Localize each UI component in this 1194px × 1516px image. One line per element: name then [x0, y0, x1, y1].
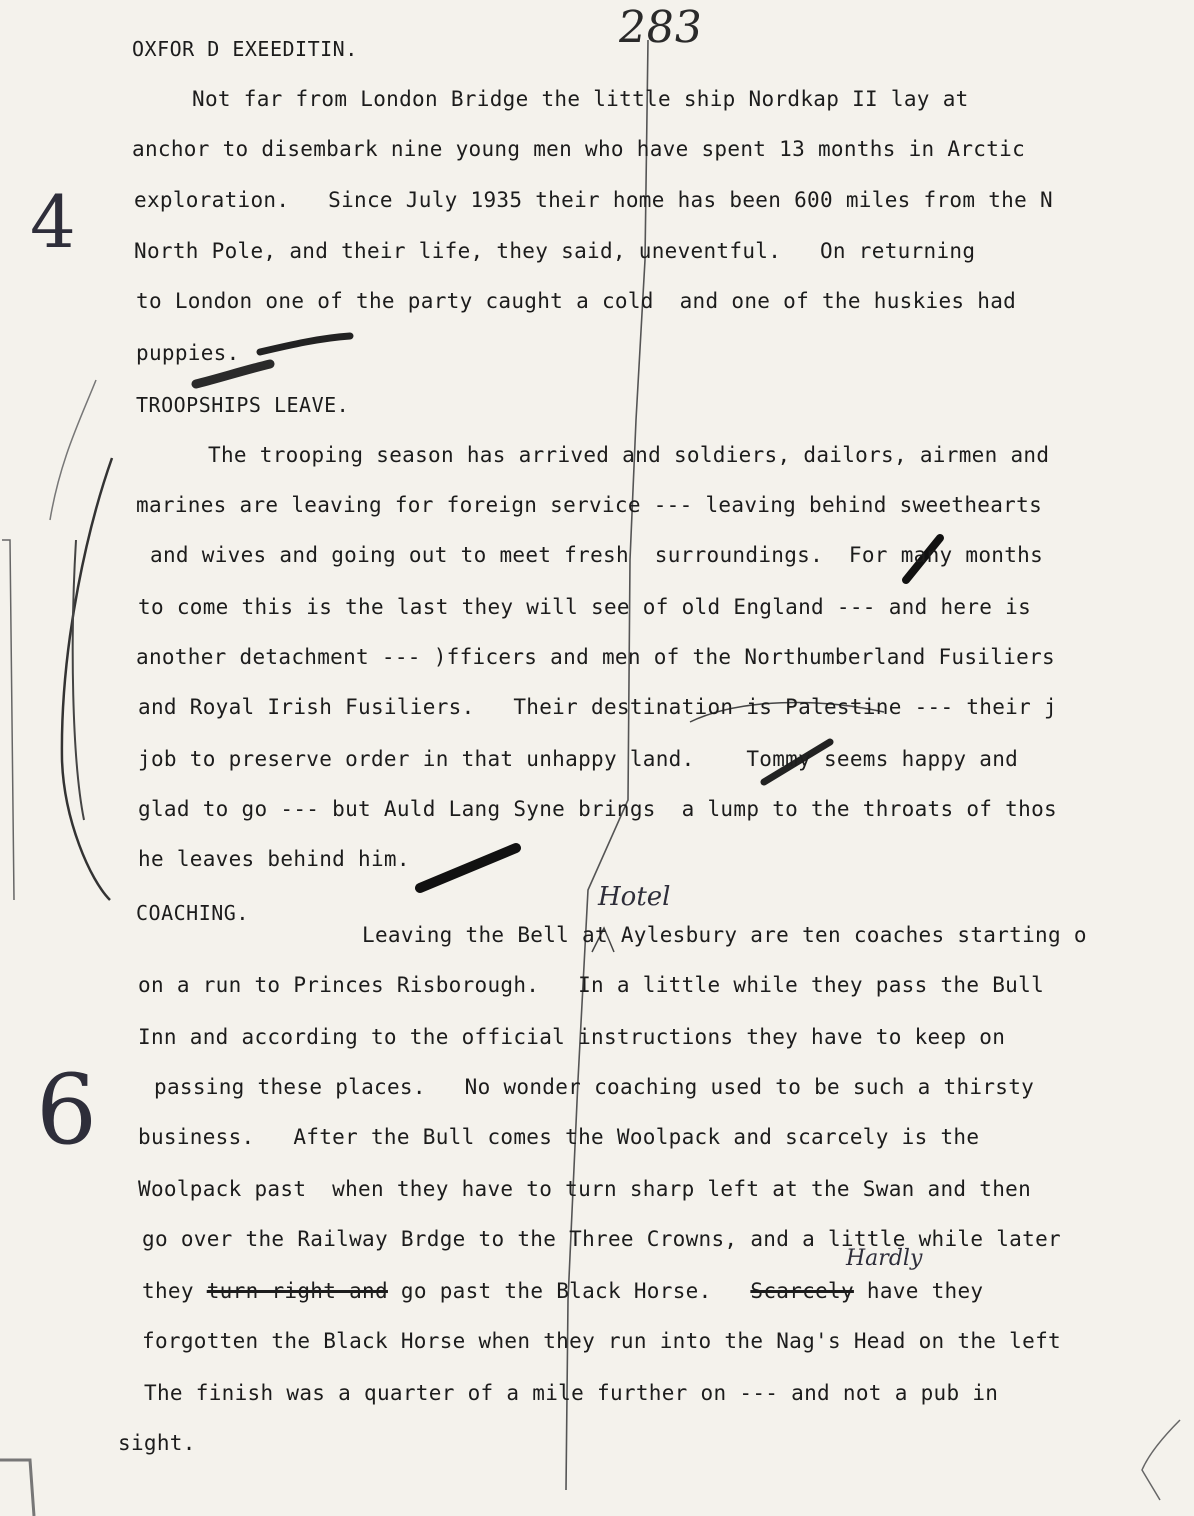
- text-segment: have they: [866, 1279, 984, 1303]
- struck-word-scarcely: Scarcely: [750, 1279, 854, 1303]
- handwritten-insert-hotel: Hotel: [598, 882, 671, 912]
- cut-mark-5: [420, 848, 516, 888]
- text-line: business. After the Bull comes the Woolpack and scarcely is the: [138, 1125, 980, 1149]
- text-line-segment: [142, 1278, 983, 1304]
- text-line: glad to go --- but Auld Lang Syne brings a lump to the throats of thos: [138, 797, 1057, 821]
- text-line: marines are leaving for foreign service --- leaving behind sweethearts: [136, 493, 1043, 517]
- text-line: The trooping season has arrived and soldiers, dailors, airmen and: [208, 443, 1050, 467]
- margin-bracket-curve: [62, 458, 112, 900]
- text-line: North Pole, and their life, they said, uneventful. On returning: [134, 239, 976, 263]
- corner-fold: [0, 1460, 34, 1516]
- text-word: they: [142, 1279, 194, 1303]
- corner-pencil-mark: [1142, 1420, 1180, 1500]
- text-line: to come this is the last they will see of old England --- and here is: [138, 595, 1032, 619]
- margin-stroke-small: [50, 380, 96, 520]
- cut-mark-2: [196, 364, 270, 384]
- text-line: forgotten the Black Horse when they run into the Nag's Head on the left: [142, 1329, 1061, 1353]
- margin-number-4: 4: [30, 180, 76, 264]
- text-line: he leaves behind him.: [138, 847, 410, 871]
- page-number: 283: [614, 2, 706, 53]
- cut-mark-1: [260, 336, 350, 352]
- text-line: anchor to disembark nine young men who have spent 13 months in Arctic: [132, 137, 1026, 161]
- text-line: sight.: [118, 1431, 196, 1455]
- text-line: to London one of the party caught a cold and one of the huskies had: [136, 289, 1017, 313]
- text-line: job to preserve order in that unhappy land. Tommy seems happy and: [138, 747, 1019, 771]
- text-line: on a run to Princes Risborough. In a little while they pass the Bull: [138, 973, 1045, 997]
- margin-line-left: [2, 540, 14, 900]
- text-line: Inn and according to the official instructions they have to keep on: [138, 1025, 1006, 1049]
- handwritten-insert-hardly: Hardly: [846, 1246, 923, 1271]
- text-line: Leaving the Bell at Aylesbury are ten coaches starting o: [362, 923, 1087, 947]
- text-line: The finish was a quarter of a mile further on --- and not a pub in: [144, 1381, 999, 1405]
- section-heading-oxford: OXFOR D EXEEDITIN.: [132, 37, 358, 61]
- text-line: Not far from London Bridge the little ship Nordkap II lay at: [192, 87, 969, 111]
- margin-number-6: 6: [36, 1054, 98, 1166]
- text-line: puppies.: [136, 341, 240, 365]
- section-heading-troopships: TROOPSHIPS LEAVE.: [136, 393, 350, 417]
- text-segment: go past the Black Horse.: [400, 1279, 712, 1303]
- text-line: another detachment --- )fficers and men of the Northumberland Fusiliers: [136, 645, 1055, 669]
- text-line: go over the Railway Brdge to the Three Crowns, and a little while later: [142, 1227, 1061, 1251]
- text-line: and Royal Irish Fusiliers. Their destination is Palestine --- their j: [138, 695, 1057, 719]
- text-line: and wives and going out to meet fresh surroundings. For many months: [150, 543, 1044, 567]
- section-heading-coaching: COACHING.: [136, 901, 249, 925]
- text-line: passing these places. No wonder coaching used to be such a thirsty: [154, 1075, 1035, 1099]
- struck-text: turn right and: [206, 1279, 388, 1303]
- text-line: exploration. Since July 1935 their home has been 600 miles from the N: [134, 188, 1053, 212]
- text-line: Woolpack past when they have to turn sharp left at the Swan and then: [138, 1177, 1032, 1201]
